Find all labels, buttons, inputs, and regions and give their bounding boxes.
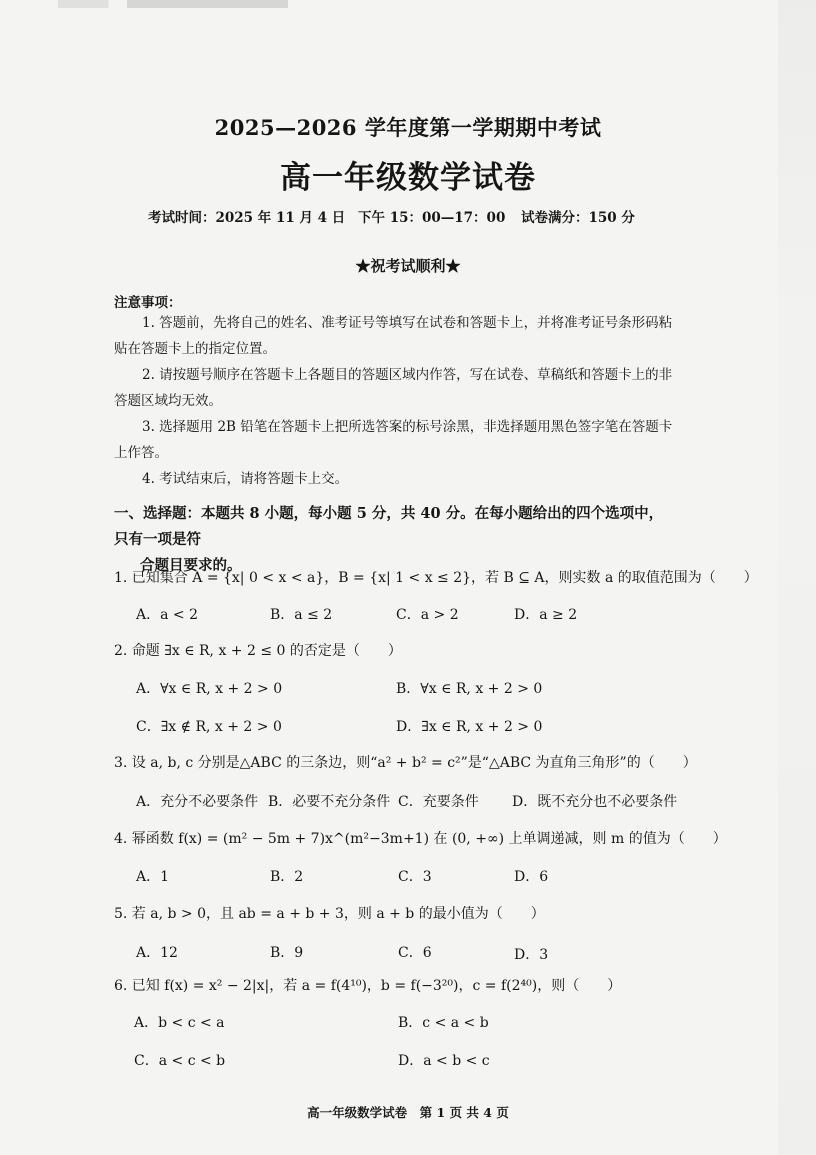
question-stem: 1. 已知集合 A = {x| 0 < x < a}，B = {x| 1 < x ≤ 2}，若 B ⊆ A，则实数 a 的取值范围为（ ） <box>114 570 758 586</box>
question-stem: 3. 设 a, b, c 分别是△ABC 的三条边，则“a² + b² = c²”是“△ABC 为直角三角形”的（ ） <box>114 755 697 771</box>
question-stem: 4. 幂函数 f(x) = (m² − 5m + 7)x^(m²−3m+1) 在 (0, +∞) 上单调递减，则 m 的值为（ ） <box>114 831 727 847</box>
paper-title: 高一年级数学试卷 <box>280 160 536 196</box>
option-d: D．3 <box>514 947 549 963</box>
option-a: A．充分不必要条件 <box>136 794 259 810</box>
option-c: C．6 <box>398 945 432 961</box>
option-a: A．b < c < a <box>134 1015 225 1031</box>
option-c: C．∃x ∉ R, x + 2 > 0 <box>136 719 282 735</box>
exam-session: 下午 15：00—17：00 <box>358 210 506 226</box>
question-stem: 2. 命题 ∃x ∈ R, x + 2 ≤ 0 的否定是（ ） <box>114 643 402 659</box>
exam-time: 考试时间：2025 年 11 月 4 日 <box>148 210 346 226</box>
option-c: C．a > 2 <box>396 607 459 623</box>
option-d: D．既不充分也不必要条件 <box>512 794 678 810</box>
full-score: 试卷满分：150 分 <box>521 210 635 226</box>
option-a: A．∀x ∈ R, x + 2 > 0 <box>136 681 283 697</box>
option-d: D．∃x ∈ R, x + 2 > 0 <box>396 719 543 735</box>
option-b: B．a ≤ 2 <box>270 607 333 623</box>
question-stem: 5. 若 a, b > 0，且 ab = a + b + 3，则 a + b 的最小值为（ ） <box>114 906 545 922</box>
option-b: B．9 <box>270 945 304 961</box>
notice-item: 3. 选择题用 2B 铅笔在答题卡上把所选答案的标号涂黑，非选择题用黑色签字笔在答题卡上作答。 <box>114 419 673 461</box>
question-stem: 6. 已知 f(x) = x² − 2|x|，若 a = f(4¹⁰)，b = f(−3²⁰)，c = f(2⁴⁰)，则（ ） <box>114 978 622 994</box>
option-d: D．a < b < c <box>398 1053 490 1069</box>
option-b: B．必要不充分条件 <box>268 794 391 810</box>
option-d: D．a ≥ 2 <box>514 607 578 623</box>
notice-title: 注意事项： <box>114 295 182 311</box>
section-heading: 一、选择题：本题共 8 小题，每小题 5 分，共 40 分。在每小题给出的四个选项中，只有一项是符 合题目要求的。 <box>114 505 664 574</box>
notice-item: 4. 考试结束后，请将答题卡上交。 <box>142 471 349 487</box>
option-a: A．1 <box>136 869 170 885</box>
notice-item: 1. 答题前，先将自己的姓名、准考证号等填写在试卷和答题卡上，并将准考证号条形码粘贴在答题卡上的指定位置。 <box>114 315 673 357</box>
option-b: B．∀x ∈ R, x + 2 > 0 <box>396 681 543 697</box>
notice-item: 2. 请按题号顺序在答题卡上各题目的答题区域内作答，写在试卷、草稿纸和答题卡上的非答题区域均无效。 <box>114 367 673 409</box>
scan-artifact-top <box>58 0 288 8</box>
option-b: B．2 <box>270 869 304 885</box>
option-a: A．12 <box>136 945 178 961</box>
page-footer: 高一年级数学试卷 第 1 页 共 4 页 <box>307 1105 509 1120</box>
good-luck-banner: ★祝考试顺利★ <box>355 257 461 275</box>
option-b: B．c < a < b <box>398 1015 489 1031</box>
exam-title: 2025—2026 学年度第一学期期中考试 <box>214 115 602 140</box>
option-c: C．充要条件 <box>398 794 479 810</box>
option-c: C．a < c < b <box>134 1053 226 1069</box>
option-d: D．6 <box>514 869 549 885</box>
option-c: C．3 <box>398 869 432 885</box>
option-a: A．a < 2 <box>136 607 198 623</box>
